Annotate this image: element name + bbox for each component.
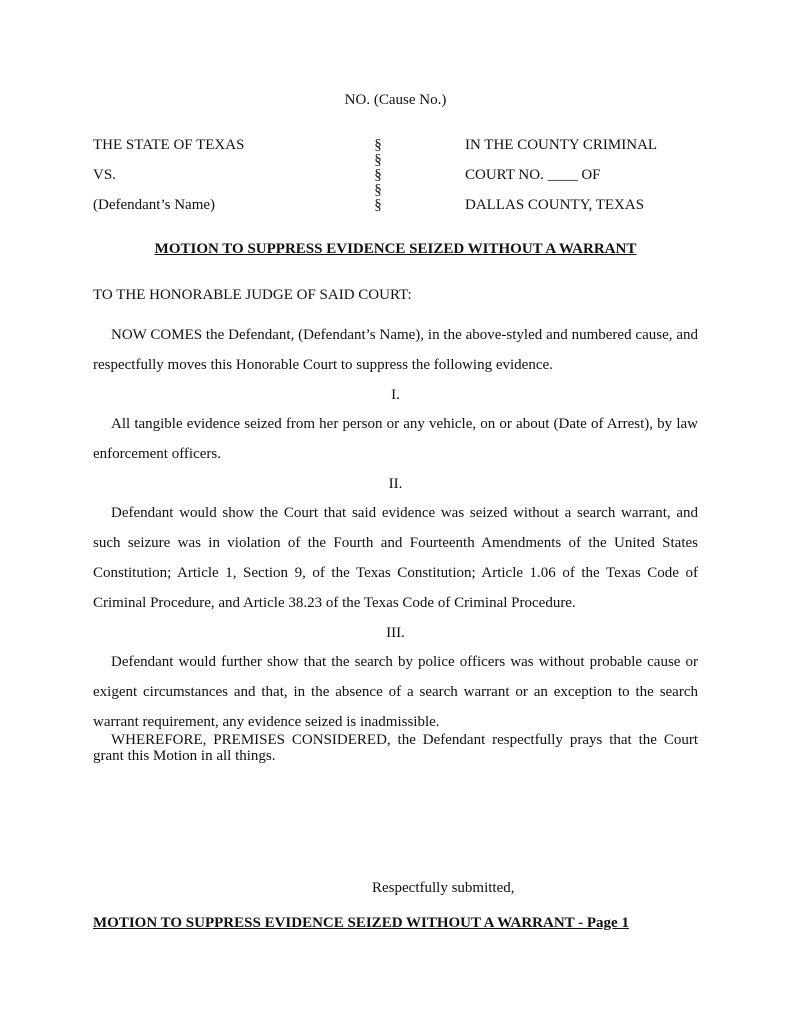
caption-right-county: DALLAS COUNTY, TEXAS [465, 197, 645, 213]
caption-left-defendant: (Defendant’s Name) [93, 197, 216, 213]
caption-right-court-no: COURT NO. ____ OF [465, 167, 601, 183]
section-symbol: § [374, 197, 382, 213]
section-symbol: § [374, 137, 382, 153]
section-paragraph-2: Defendant would show the Court that said evidence was seized without a search warrant, and such seizure was in violation of the Fourth and Fourteenth Amendments of the United States Constitution; Article 1, Section 9, of the Texas Constitution; Article 1.06 of the Texas Code of Criminal Procedure, and Article 38.23 of the Texas Code of Criminal Procedure. [93, 505, 698, 611]
intro-paragraph: NOW COMES the Defendant, (Defendant’s Name), in the above-styled and numbered cause, and respectfully moves this Honorable Court to suppress the following evidence. [93, 327, 698, 373]
caption-left-state: THE STATE OF TEXAS [93, 137, 245, 153]
section-symbol: § [374, 182, 382, 198]
section-symbol: § [374, 167, 382, 183]
salutation: TO THE HONORABLE JUDGE OF SAID COURT: [93, 287, 412, 303]
caption-left-vs: VS. [93, 167, 116, 183]
section-numeral-1: I. [391, 387, 400, 403]
section-numeral-3: III. [386, 625, 405, 641]
page-footer: MOTION TO SUPPRESS EVIDENCE SEIZED WITHOUT A WARRANT - Page 1 [93, 915, 629, 931]
section-paragraph-1: All tangible evidence seized from her person or any vehicle, on or about (Date of Arrest), by law enforcement officers. [93, 416, 698, 462]
section-symbol: § [374, 152, 382, 168]
cause-number: NO. (Cause No.) [344, 92, 447, 108]
caption-right-court: IN THE COUNTY CRIMINAL [465, 137, 658, 153]
closing-signature-line: Respectfully submitted, [372, 880, 515, 896]
motion-title: MOTION TO SUPPRESS EVIDENCE SEIZED WITHOUT A WARRANT [154, 241, 637, 257]
section-paragraph-3: Defendant would further show that the search by police officers was without probable cause or exigent circumstances and that, in the absence of a search warrant or an exception to the search warrant requirement, any evidence seized is inadmissible. [93, 654, 698, 730]
prayer-paragraph: WHEREFORE, PREMISES CONSIDERED, the Defendant respectfully prays that the Court grant this Motion in all things. [93, 732, 698, 764]
section-numeral-2: II. [388, 476, 403, 492]
